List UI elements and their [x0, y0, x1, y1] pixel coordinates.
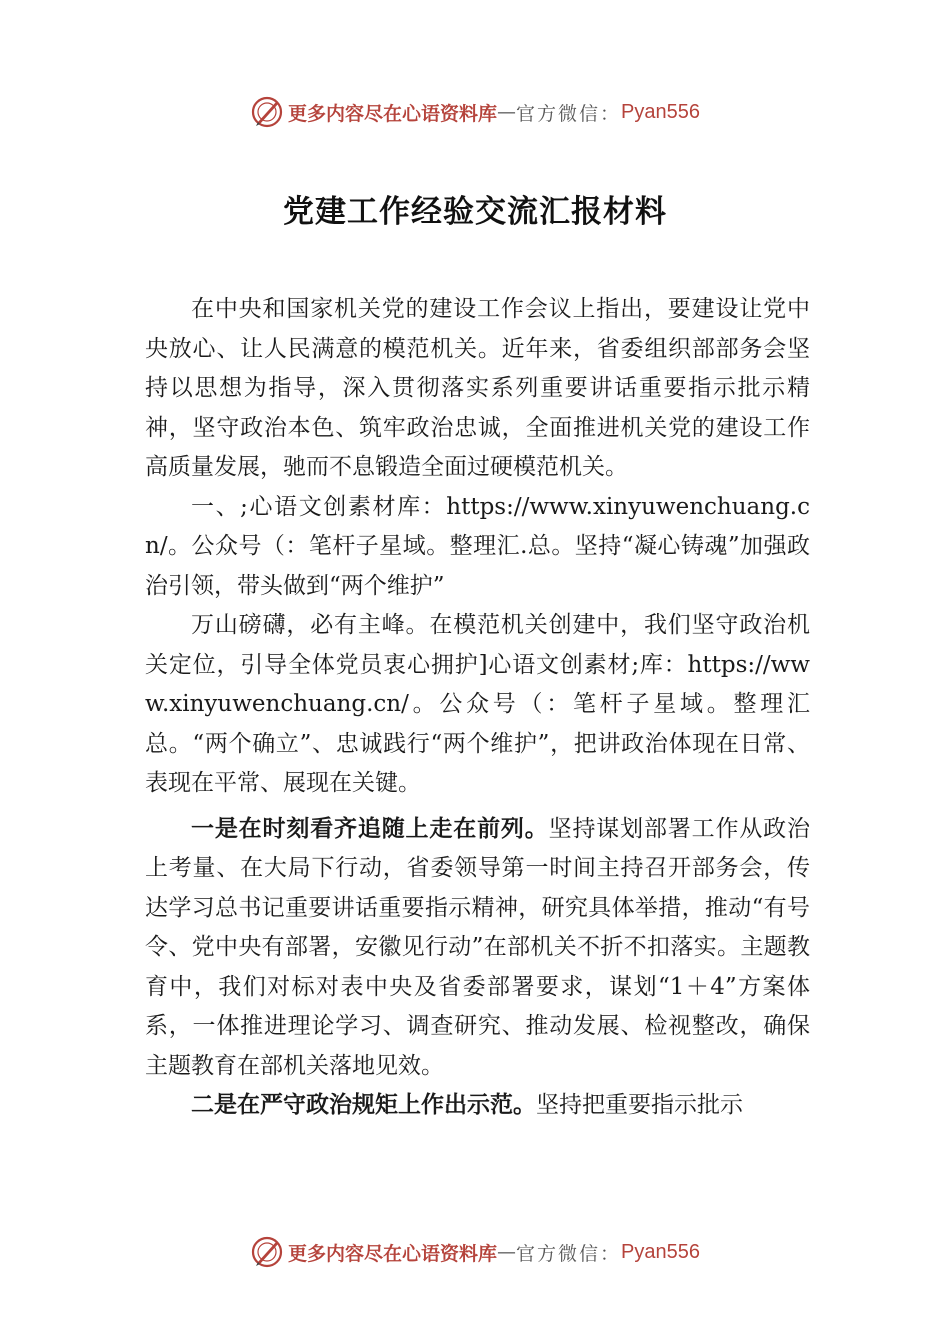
document-title: 党建工作经验交流汇报材料 — [283, 194, 667, 230]
banner-separator: — — [497, 1241, 517, 1263]
banner-text: 更多内容尽在心语资料库 — [288, 102, 498, 125]
paragraph-1 — [145, 290, 810, 488]
paragraph-text: 坚持谋划部署工作从政治上考量、在大局下行动，省委领导第一时间主持召开部务会，传达学习总书记重要讲话重要指示精神，研究具体举措，推动“有号令、党中央有部署，安徽见行动”在部机关不折不扣落实。主题教育中，我们对标对表中央及省委部署要求，谋划“1＋4”方案体系，一体推进理论学习、调查研究、推动发展、检视整改，确保主题教育在部机关落地见效。 — [145, 815, 811, 1079]
pen-logo-icon — [250, 1235, 284, 1269]
pen-logo-icon — [250, 95, 284, 129]
paragraph-text: 坚持把重要指示批示 — [536, 1092, 743, 1118]
banner-wechat-id: Pyan556 — [621, 100, 700, 123]
paragraph-4 — [145, 810, 810, 1087]
paragraph-2 — [145, 488, 810, 607]
banner-text: 更多内容尽在心语资料库 — [288, 1242, 498, 1265]
paragraph-5 — [145, 1086, 810, 1126]
banner-wechat-label: 官方微信： — [516, 102, 622, 125]
banner-wechat-id: Pyan556 — [621, 1240, 700, 1263]
paragraph-lead: 一是在时刻看齐追随上走在前列。 — [191, 815, 549, 842]
banner-separator: — — [497, 101, 517, 123]
paragraph-3 — [145, 606, 810, 804]
footer-banner — [0, 1232, 950, 1272]
document-body — [145, 290, 810, 1126]
paragraph-text: 一、;心语文创素材库：https://www.xinyuwenchuang.cn/。公众号（：笔杆子星域。整理汇.总。坚持“凝心铸魂”加强政治引领，带头做到“两个维护” — [145, 493, 810, 599]
paragraph-lead: 二是在严守政治规矩上作出示范。 — [191, 1092, 536, 1118]
paragraph-text: 在中央和国家机关党的建设工作会议上指出，要建设让党中央放心、让人民满意的模范机关。近年来，省委组织部部务会坚持以思想为指导，深入贯彻落实系列重要讲话重要指示批示精神，坚守政治本色、筑牢政治忠诚，全面推进机关党的建设工作高质量发展，驰而不息锻造全面过硬模范机关。 — [145, 296, 810, 480]
banner-wechat-label: 官方微信： — [516, 1242, 622, 1265]
header-banner — [0, 92, 950, 132]
paragraph-text: 万山磅礴，必有主峰。在模范机关创建中，我们坚守政治机关定位，引导全体党员衷心拥护]心语文创素材;库：https://www.xinyuwenchuang.cn/。公众号（：笔杆子星域。整理汇总。“两个确立”、忠诚践行“两个维护”，把讲政治体现在日常、表现在平常、展现在关键。 — [145, 612, 810, 796]
